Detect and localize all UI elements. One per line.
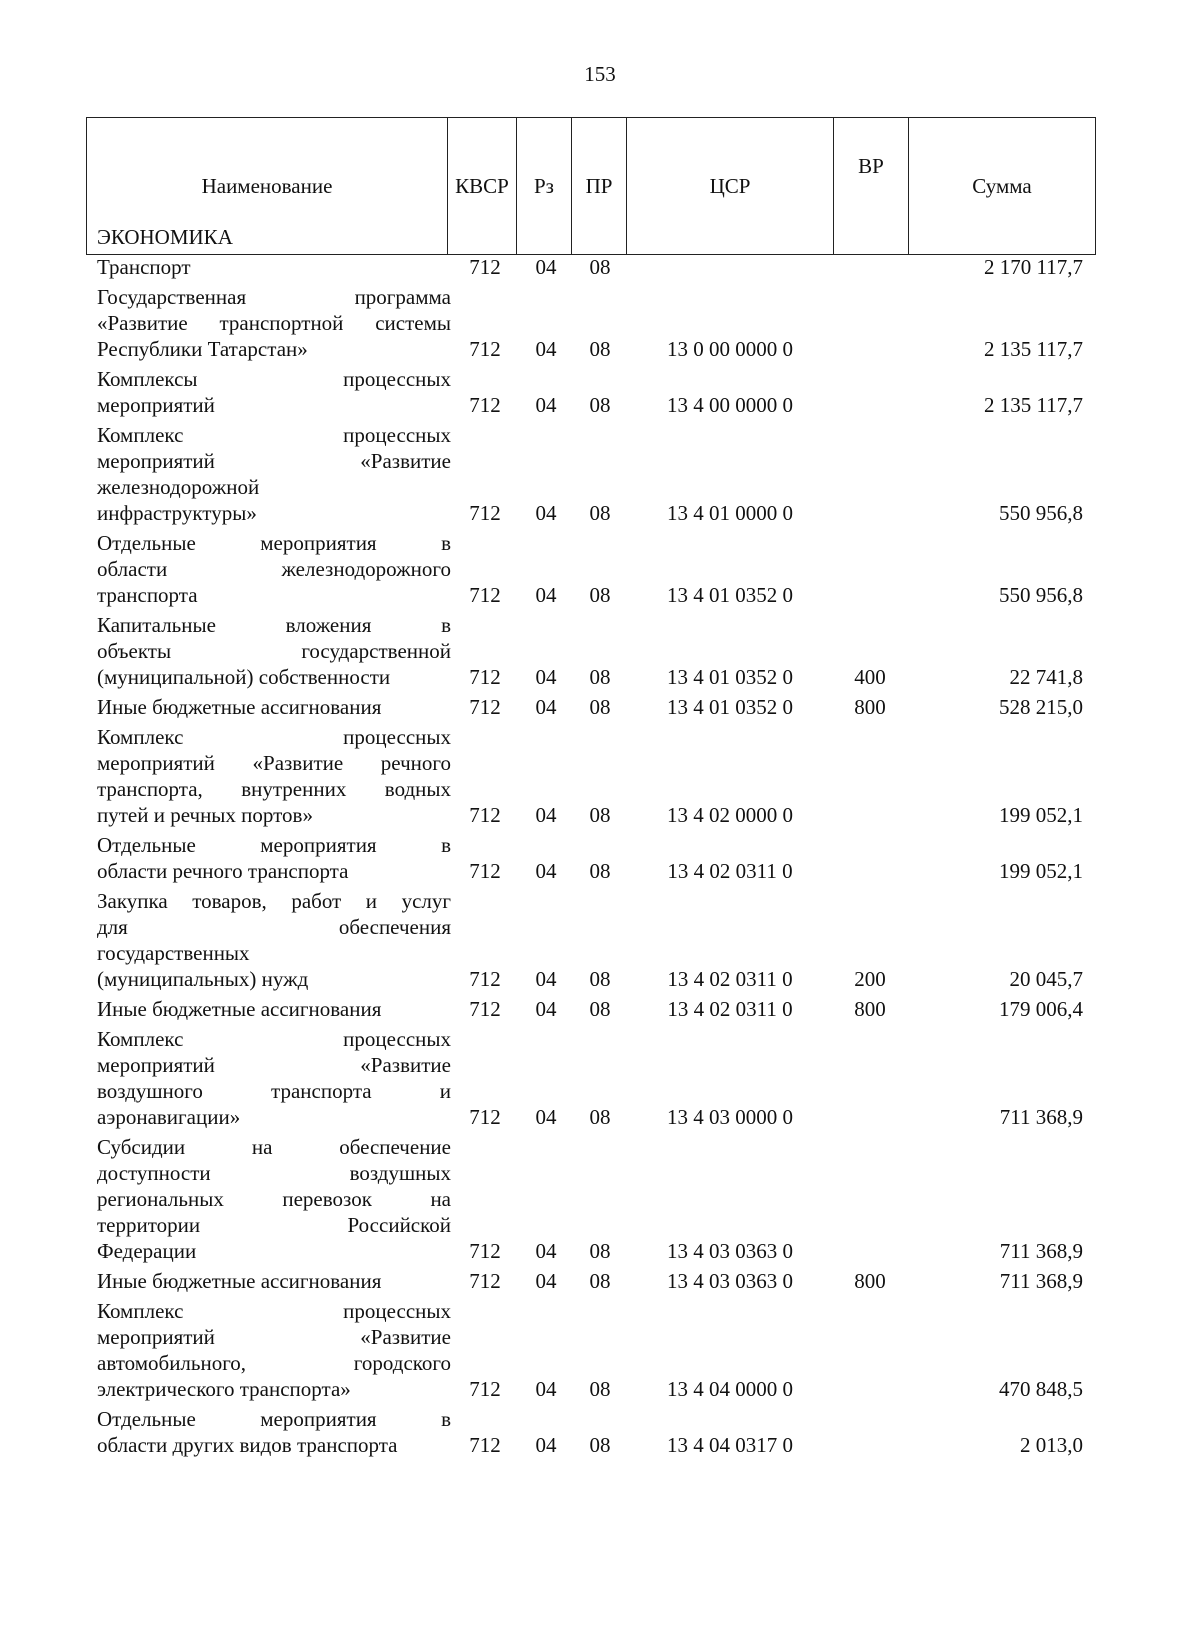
row-name-line: автомобильного, городского — [97, 1351, 451, 1375]
row-name-line: (муниципальных) нужд — [97, 967, 309, 991]
row-name-line: мероприятий «Развитие речного — [97, 751, 451, 775]
header-rz: Рз — [517, 118, 572, 255]
row-name-line: объекты государственной — [97, 639, 451, 663]
row-name — [86, 1264, 451, 1294]
row-kvsr: 712 — [469, 695, 501, 719]
row-kvsr: 712 — [469, 393, 501, 417]
row-csr: 13 4 02 0311 0 — [667, 859, 793, 883]
row-name-line: аэронавигации» — [97, 1105, 241, 1129]
row-name — [86, 362, 451, 418]
row-name-line: Отдельные мероприятия в — [97, 833, 451, 857]
header-sum: Сумма — [909, 118, 1096, 255]
row-csr: 13 4 01 0352 0 — [667, 695, 793, 719]
row-name-line: Государственная программа — [97, 285, 451, 309]
row-name-line: инфраструктуры» — [97, 501, 257, 525]
row-kvsr: 712 — [469, 583, 501, 607]
row-name-line: транспорта — [97, 583, 198, 607]
table-row — [86, 1264, 1093, 1294]
row-vr — [833, 220, 907, 250]
row-rz: 04 — [535, 583, 557, 607]
row-name-line: области речного транспорта — [97, 859, 349, 883]
table-row — [86, 418, 1093, 526]
row-kvsr: 712 — [469, 501, 501, 525]
row-pr: 08 — [589, 859, 611, 883]
row-kvsr: 712 — [469, 1105, 501, 1129]
row-name-line: области других видов транспорта — [97, 1433, 398, 1457]
row-csr: 13 4 04 0000 0 — [667, 1377, 793, 1401]
row-name — [86, 220, 451, 250]
header-csr: ЦСР — [627, 118, 834, 255]
row-rz: 04 — [535, 255, 557, 279]
row-csr: 13 0 00 0000 0 — [667, 337, 793, 361]
row-name — [86, 250, 451, 280]
row-name-line: (муниципальной) собственности — [97, 665, 391, 689]
row-name — [86, 1294, 451, 1402]
row-vr — [833, 828, 907, 884]
row-name-line: Комплекс процессных — [97, 725, 451, 749]
row-pr: 08 — [589, 695, 611, 719]
row-name — [86, 720, 451, 828]
row-rz: 04 — [535, 1239, 557, 1263]
row-sum: 711 368,9 — [999, 1239, 1083, 1263]
row-vr — [833, 362, 907, 418]
row-name — [86, 418, 451, 526]
row-kvsr: 712 — [469, 1377, 501, 1401]
row-name-line: Иные бюджетные ассигнования — [97, 1269, 382, 1293]
row-name-line: электрического транспорта» — [97, 1377, 351, 1401]
row-name-line: региональных перевозок на — [97, 1187, 451, 1211]
row-vr: 800 — [854, 1269, 886, 1293]
row-name-line: Комплекс процессных — [97, 1299, 451, 1323]
row-sum: 550 956,8 — [999, 501, 1083, 525]
row-pr: 08 — [589, 1239, 611, 1263]
row-vr — [833, 1294, 907, 1402]
row-rz: 04 — [535, 997, 557, 1021]
row-vr — [833, 280, 907, 362]
row-name-line: мероприятий «Развитие — [97, 1053, 451, 1077]
table-row — [86, 220, 1093, 250]
row-kvsr: 712 — [469, 1239, 501, 1263]
row-rz: 04 — [535, 695, 557, 719]
row-kvsr: 712 — [469, 997, 501, 1021]
row-pr — [573, 220, 627, 250]
header-pr: ПР — [572, 118, 627, 255]
row-pr: 08 — [589, 583, 611, 607]
row-csr: 13 4 01 0000 0 — [667, 501, 793, 525]
row-name-line: доступности воздушных — [97, 1161, 451, 1185]
row-name — [86, 1022, 451, 1130]
row-name-line: Иные бюджетные ассигнования — [97, 695, 382, 719]
row-name-line: путей и речных портов» — [97, 803, 313, 827]
table-row — [86, 1294, 1093, 1402]
row-sum: 470 848,5 — [999, 1377, 1083, 1401]
row-name — [86, 526, 451, 608]
row-name-line: Транспорт — [97, 255, 191, 279]
row-name — [86, 1130, 451, 1264]
row-kvsr: 712 — [469, 803, 501, 827]
row-kvsr: 712 — [469, 665, 501, 689]
row-name-line: транспорта, внутренних водных — [97, 777, 451, 801]
table-row — [86, 992, 1093, 1022]
row-csr — [627, 220, 833, 250]
table-row — [86, 362, 1093, 418]
table-row — [86, 884, 1093, 992]
row-kvsr: 712 — [469, 337, 501, 361]
table-row — [86, 720, 1093, 828]
row-rz: 04 — [535, 859, 557, 883]
row-csr: 13 4 03 0363 0 — [667, 1269, 793, 1293]
row-sum: 711 368,9 — [999, 1269, 1083, 1293]
row-name-line: Иные бюджетные ассигнования — [97, 997, 382, 1021]
row-sum: 22 741,8 — [1009, 665, 1083, 689]
row-csr: 13 4 01 0352 0 — [667, 583, 793, 607]
row-name-line: воздушного транспорта и — [97, 1079, 451, 1103]
row-vr: 800 — [854, 695, 886, 719]
row-pr: 08 — [589, 665, 611, 689]
row-name-line: Закупка товаров, работ и услуг — [97, 889, 451, 913]
row-rz: 04 — [535, 967, 557, 991]
row-kvsr: 712 — [469, 255, 501, 279]
row-pr: 08 — [589, 997, 611, 1021]
row-sum: 199 052,1 — [999, 803, 1083, 827]
row-sum: 711 368,9 — [999, 1105, 1083, 1129]
row-sum: 20 045,7 — [1009, 967, 1083, 991]
row-vr: 200 — [854, 967, 886, 991]
row-name-line: мероприятий «Развитие — [97, 449, 451, 473]
row-rz: 04 — [535, 501, 557, 525]
row-vr — [833, 1022, 907, 1130]
row-csr: 13 4 00 0000 0 — [667, 393, 793, 417]
row-csr: 13 4 02 0311 0 — [667, 967, 793, 991]
row-kvsr: 712 — [469, 859, 501, 883]
row-pr: 08 — [589, 803, 611, 827]
row-csr: 13 4 04 0317 0 — [667, 1433, 793, 1457]
row-kvsr: 712 — [469, 967, 501, 991]
row-sum: 528 215,0 — [999, 695, 1083, 719]
table-row — [86, 280, 1093, 362]
table-row — [86, 1022, 1093, 1130]
row-kvsr: 712 — [469, 1433, 501, 1457]
table-row — [86, 526, 1093, 608]
row-name — [86, 608, 451, 690]
row-vr — [833, 1402, 907, 1458]
row-sum: 2 135 117,7 — [984, 337, 1083, 361]
row-name-line: Федерации — [97, 1239, 197, 1263]
row-sum: 2 135 117,7 — [984, 393, 1083, 417]
row-name-line: Субсидии на обеспечение — [97, 1135, 451, 1159]
header-vr: ВР — [834, 118, 909, 255]
row-sum: 179 006,4 — [999, 997, 1083, 1021]
row-name-line: мероприятий — [97, 393, 215, 417]
table-row — [86, 250, 1093, 280]
row-pr: 08 — [589, 1433, 611, 1457]
row-name — [86, 690, 451, 720]
row-vr — [833, 250, 907, 280]
row-vr: 400 — [854, 665, 886, 689]
row-csr: 13 4 03 0000 0 — [667, 1105, 793, 1129]
header-name: Наименование — [87, 118, 448, 255]
table-row — [86, 828, 1093, 884]
row-name-line: Отдельные мероприятия в — [97, 531, 451, 555]
row-vr: 800 — [854, 997, 886, 1021]
row-rz: 04 — [535, 337, 557, 361]
row-name-line: для обеспечения — [97, 915, 451, 939]
row-rz: 04 — [535, 1433, 557, 1457]
row-sum — [907, 220, 1093, 250]
row-pr: 08 — [589, 1105, 611, 1129]
row-name-line: области железнодорожного — [97, 557, 451, 581]
table-row — [86, 1402, 1093, 1458]
table-row — [86, 1130, 1093, 1264]
row-csr: 13 4 01 0352 0 — [667, 665, 793, 689]
row-rz: 04 — [535, 803, 557, 827]
row-sum: 2 170 117,7 — [984, 255, 1083, 279]
header-kvsr: КВСР — [448, 118, 517, 255]
row-sum: 550 956,8 — [999, 583, 1083, 607]
row-name-line: Комплекс процессных — [97, 1027, 451, 1051]
row-name-line: железнодорожной — [97, 475, 260, 499]
budget-table-body — [86, 220, 1093, 1458]
row-vr — [833, 720, 907, 828]
row-name-line: Отдельные мероприятия в — [97, 1407, 451, 1431]
page-number: 153 — [584, 62, 616, 86]
row-csr: 13 4 02 0311 0 — [667, 997, 793, 1021]
row-rz — [519, 220, 573, 250]
row-csr: 13 4 03 0363 0 — [667, 1239, 793, 1263]
row-name-line: государственных — [97, 941, 250, 965]
row-name-line: «Развитие транспортной системы — [97, 311, 451, 335]
row-name — [86, 884, 451, 992]
row-csr: 13 4 02 0000 0 — [667, 803, 793, 827]
row-pr: 08 — [589, 255, 611, 279]
row-pr: 08 — [589, 1377, 611, 1401]
row-name-line: ЭКОНОМИКА — [97, 225, 233, 249]
row-name — [86, 280, 451, 362]
row-name — [86, 828, 451, 884]
table-row — [86, 608, 1093, 690]
row-name-line: Республики Татарстан» — [97, 337, 308, 361]
row-rz: 04 — [535, 1105, 557, 1129]
row-rz: 04 — [535, 665, 557, 689]
row-pr: 08 — [589, 967, 611, 991]
row-pr: 08 — [589, 1269, 611, 1293]
row-name-line: Комплексы процессных — [97, 367, 451, 391]
row-rz: 04 — [535, 1377, 557, 1401]
row-rz: 04 — [535, 393, 557, 417]
table-row — [86, 690, 1093, 720]
row-name-line: мероприятий «Развитие — [97, 1325, 451, 1349]
row-pr: 08 — [589, 393, 611, 417]
row-kvsr — [451, 220, 519, 250]
row-name-line: территории Российской — [97, 1213, 451, 1237]
row-vr — [833, 1130, 907, 1264]
row-pr: 08 — [589, 501, 611, 525]
row-pr: 08 — [589, 337, 611, 361]
budget-table — [86, 220, 1093, 1458]
row-name — [86, 1402, 451, 1458]
row-rz: 04 — [535, 1269, 557, 1293]
row-csr — [627, 250, 833, 280]
row-sum: 2 013,0 — [1020, 1433, 1083, 1457]
row-vr — [833, 526, 907, 608]
row-name-line: Капитальные вложения в — [97, 613, 451, 637]
row-vr — [833, 418, 907, 526]
row-kvsr: 712 — [469, 1269, 501, 1293]
row-sum: 199 052,1 — [999, 859, 1083, 883]
row-name-line: Комплекс процессных — [97, 423, 451, 447]
row-name — [86, 992, 451, 1022]
